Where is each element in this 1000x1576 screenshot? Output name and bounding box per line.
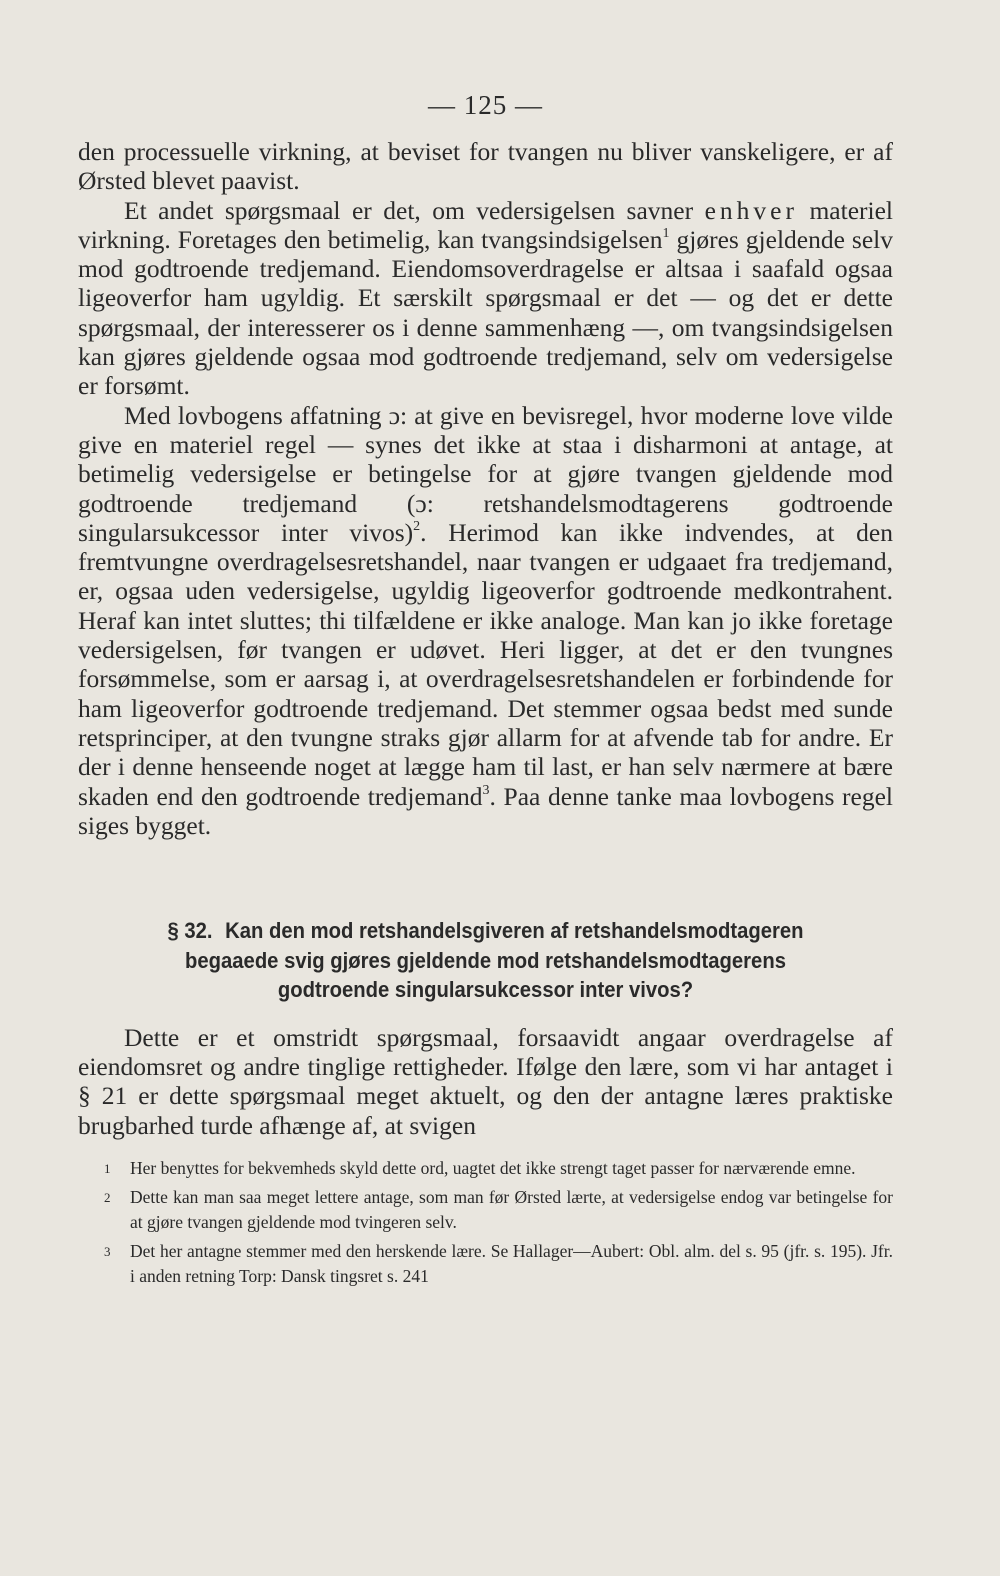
paragraph-2-text-a: Et andet spørgsmaal er det, om vedersigelsen savner <box>124 195 705 225</box>
footnote-3-text: Det her antagne stemmer med den herskende lære. Se Hallager—Aubert: Obl. alm. del s. 95 (jfr. s. 195). Jfr. i anden retning Torp: Dansk tingsret s. 241 <box>130 1240 893 1286</box>
section-title-1: Kan den mod retshandelsgiveren af retshandelsmodtageren <box>225 918 804 944</box>
paragraph-3-text-b: . Herimod kan ikke indvendes, at den fremtvungne overdragelsesretshandel, naar tvangen er udgaaet fra tredjemand, er, ogsaa uden vedersigelse, ugyldig ligeoverfor godtroende medkontrahent. Heraf kan intet sluttes; thi tilfældene er ikke analoge. Man kan jo ikke foretage vedersigelsen, før tvangen er udøvet. Heri ligger, at det er den tvungnes forsømmelse, som er aarsag i, at overdragelsesretshandelen er forbindende for ham ligeoverfor godtroende tredjemand. Det stemmer ogsaa bedst med sunde retsprinciper, at den tvungne straks gjør allarm for at afvende tab for andre. Er der i denne henseende noget at lægge ham til last, er han selv nærmere at bære skaden end den godtroende tredjemand <box>78 517 894 811</box>
footnote-3-mark: 3 <box>104 1243 111 1259</box>
paragraph-3 <box>78 401 893 840</box>
section-text <box>78 1023 893 1140</box>
paragraph-1 <box>78 137 893 196</box>
document-page <box>78 90 893 1293</box>
footnote-2-text: Dette kan man saa meget lettere antage, som man før Ørsted lærte, at vedersigelse endog var betingelse for at gjøre tvangen gjeldende mod tvingeren selv. <box>130 1186 893 1232</box>
section-heading-line-1 <box>119 916 853 946</box>
paragraph-2-text-b: materiel virkning. Foretages den betimelig, kan tvangsindsigelsen <box>78 195 893 254</box>
paragraph-1-text: den processuelle virkning, at beviset for tvangen nu bliver vanskeligere, er af Ørsted blevet paavist. <box>78 137 893 196</box>
footnote-2-mark: 2 <box>104 1189 111 1205</box>
paragraph-3-text-a: Med lovbogens affatning ɔ: at give en bevisregel, hvor moderne love vilde give en materiel regel — synes det ikke at staa i disharmoni at antage, at betimelig vedersigelse er betingelse for at gjøre tvangen gjeldende mod godtroende tredjemand (ɔ: retshandelsmodtagerens godtroende singularsukcessor inter vivos) <box>78 400 893 547</box>
footnote-ref-3: 3 <box>482 782 490 798</box>
paragraph-3-text-c: . Paa denne tanke maa lovbogens regel siges bygget. <box>78 781 894 840</box>
section-heading <box>119 916 853 1005</box>
footnote-2 <box>78 1185 893 1235</box>
section-number: § 32. <box>167 918 213 944</box>
paragraph-2-text-c: gjøres gjeldende selv mod godtroende tredjemand. Eiendomsoverdragelse er altsaa i saafald ogsaa ligeoverfor ham ugyldig. Et særskilt spørgsmaal er det — og det er dette spørgsmaal, der interesserer os i denne sammenhæng —, om tvangsindsigelsen kan gjøres gjeldende ogsaa mod godtroende tredjemand, selv om vedersigelse er forsømt. <box>78 224 893 401</box>
main-text <box>78 137 893 840</box>
footnote-1 <box>78 1156 893 1181</box>
section-heading-line-3: godtroende singularsukcessor inter vivos? <box>277 977 694 1003</box>
footnote-1-mark: 1 <box>104 1160 111 1176</box>
footnote-3 <box>78 1239 893 1289</box>
footnotes <box>78 1156 893 1289</box>
paragraph-2-emphasis: enhver <box>704 195 798 225</box>
footnote-ref-1: 1 <box>662 225 670 241</box>
paragraph-2 <box>78 196 893 401</box>
section-heading-line-2: begaaede svig gjøres gjeldende mod retshandelsmodtagerens <box>185 947 786 973</box>
page-number: — 125 — <box>428 90 543 120</box>
footnote-ref-2: 2 <box>413 518 421 534</box>
footnote-1-text: Her benyttes for bekvemheds skyld dette ord, uagtet det ikke strengt taget passer for nærværende emne. <box>130 1157 856 1178</box>
section-paragraph: Dette er et omstridt spørgsmaal, forsaavidt angaar overdragelse af eiendomsret og andre tinglige rettigheder. Ifølge den lære, som vi har antaget i § 21 er dette spørgsmaal meget aktuelt, og den der antagne læres praktiske brugbarhed turde afhænge af, at svigen <box>78 1022 893 1140</box>
